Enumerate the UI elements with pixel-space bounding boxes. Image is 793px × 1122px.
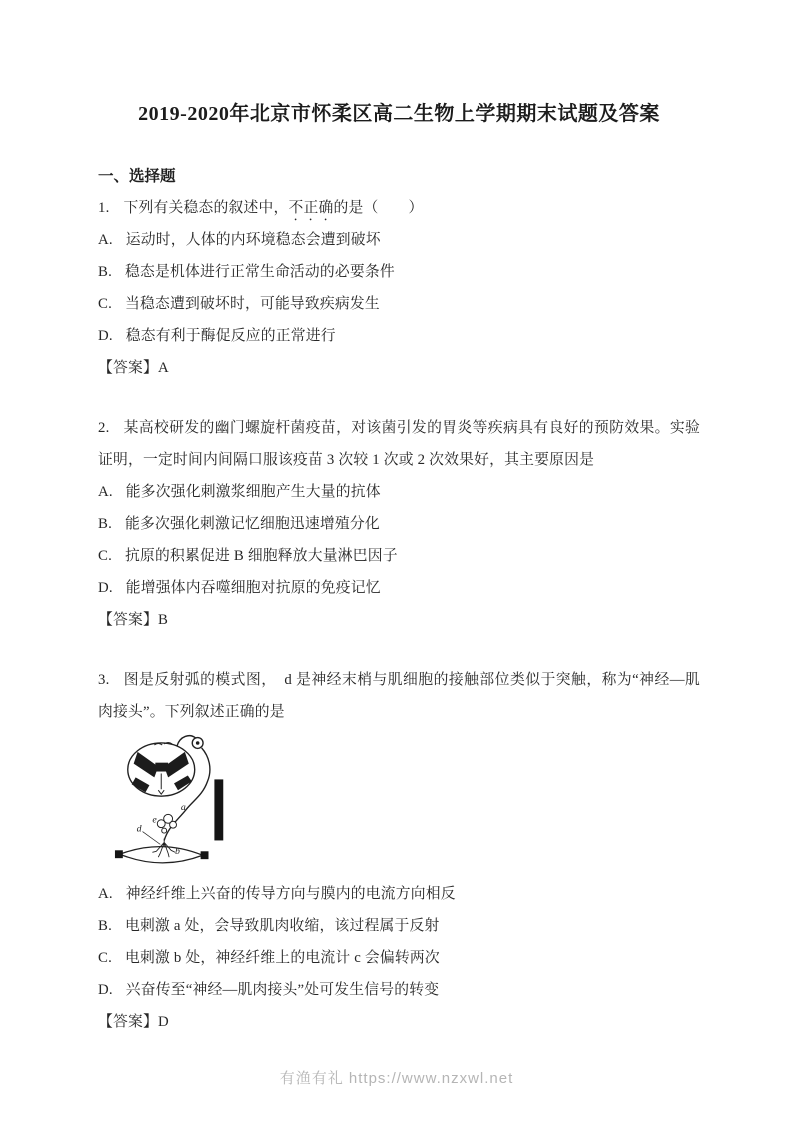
electrode-bar <box>214 779 223 840</box>
option-row <box>98 476 700 508</box>
option-text: 当稳态遭到破坏时，可能导致疾病发生 <box>124 296 380 312</box>
option-text: 抗原的积累促进 B 细胞释放大量淋巴因子 <box>124 548 398 564</box>
question-number: 3. <box>98 672 110 688</box>
answer-value: A <box>158 360 169 376</box>
answer-value: D <box>158 1014 169 1030</box>
answer-label: 【答案】 <box>98 360 158 376</box>
ganglion-cell-body <box>196 741 200 745</box>
stem-text: 某高校研发的幽门螺旋杆菌疫苗，对该菌引发的胃炎等疾病具有良好的预防效果。实验证明，一定时间内间隔口服该疫苗 3 次较 1 次或 2 次效果好，其主要原因是 <box>98 420 700 468</box>
option-text: 能多次强化刺激浆细胞产生大量的抗体 <box>125 484 381 500</box>
option-row <box>98 224 700 256</box>
answer-line <box>98 1006 700 1038</box>
option-row <box>98 910 700 942</box>
option-letter: B. <box>98 918 112 934</box>
figure-label-e: e <box>152 814 157 826</box>
option-letter: D. <box>98 580 113 596</box>
option-letter: A. <box>98 886 113 902</box>
option-text: 稳态有利于酶促反应的正常进行 <box>125 328 336 344</box>
option-row <box>98 508 700 540</box>
question-stem <box>98 192 700 224</box>
option-letter: A. <box>98 232 113 248</box>
option-letter: B. <box>98 516 112 532</box>
option-letter: C. <box>98 296 112 312</box>
question-stem <box>98 664 700 728</box>
section-heading: 一、选择题 <box>98 168 176 185</box>
option-letter: D. <box>98 328 113 344</box>
option-letter: C. <box>98 950 112 966</box>
option-text: 运动时，人体的内环境稳态会遭到破坏 <box>125 232 381 248</box>
option-row <box>98 572 700 604</box>
option-letter: B. <box>98 264 112 280</box>
option-text: 神经纤维上兴奋的传导方向与膜内的电流方向相反 <box>125 886 456 902</box>
figure-label-d: d <box>136 823 142 835</box>
answer-line <box>98 604 700 636</box>
option-row <box>98 256 700 288</box>
answer-value: B <box>158 612 169 628</box>
option-text: 电刺激 b 处，神经纤维上的电流计 c 会偏转两次 <box>124 950 440 966</box>
option-text: 稳态是机体进行正常生命活动的必要条件 <box>124 264 395 280</box>
stem-text: 的是（ ） <box>333 200 424 216</box>
question-3 <box>98 664 700 1038</box>
option-letter: A. <box>98 484 113 500</box>
stem-text: 图是反射弧的模式图， d 是神经末梢与肌细胞的接触部位类似于突触，称为“神经—肌肉接头”。下列叙述正确的是 <box>98 672 700 720</box>
option-row <box>98 320 700 352</box>
question-number: 1. <box>98 200 110 216</box>
answer-label: 【答案】 <box>98 1014 158 1030</box>
label-pointer-d <box>143 832 161 845</box>
option-text: 能多次强化刺激记忆细胞迅速增殖分化 <box>124 516 380 532</box>
figure-label-a: a <box>180 801 186 813</box>
stem-emphasized-text: 不正确 <box>288 200 334 216</box>
option-text: 兴奋传至“神经—肌肉接头”处可发生信号的转变 <box>125 982 440 998</box>
option-row <box>98 878 700 910</box>
option-row <box>98 942 700 974</box>
option-text: 电刺激 a 处，会导致肌肉收缩，该过程属于反射 <box>124 918 440 934</box>
answer-label: 【答案】 <box>98 612 158 628</box>
page-title: 2019-2020年北京市怀柔区高二生物上学期期末试题及答案 <box>138 103 660 125</box>
option-letter: C. <box>98 548 112 564</box>
figure-container <box>112 732 700 878</box>
option-letter: D. <box>98 982 113 998</box>
stem-text: 下列有关稳态的叙述中， <box>123 200 289 216</box>
figure-label-b: b <box>175 846 180 858</box>
question-stem <box>98 412 700 476</box>
question-number: 2. <box>98 420 110 436</box>
reflex-arc-diagram <box>112 732 240 878</box>
question-1 <box>98 192 700 384</box>
muscle <box>120 847 203 863</box>
question-2 <box>98 412 700 636</box>
option-row <box>98 974 700 1006</box>
option-row <box>98 540 700 572</box>
option-text: 能增强体内吞噬细胞对抗原的免疫记忆 <box>125 580 381 596</box>
synaptic-boutons <box>157 814 176 833</box>
footer-watermark: 有渔有礼 https://www.nzxwl.net <box>279 1070 514 1087</box>
option-row <box>98 288 700 320</box>
answer-line <box>98 352 700 384</box>
